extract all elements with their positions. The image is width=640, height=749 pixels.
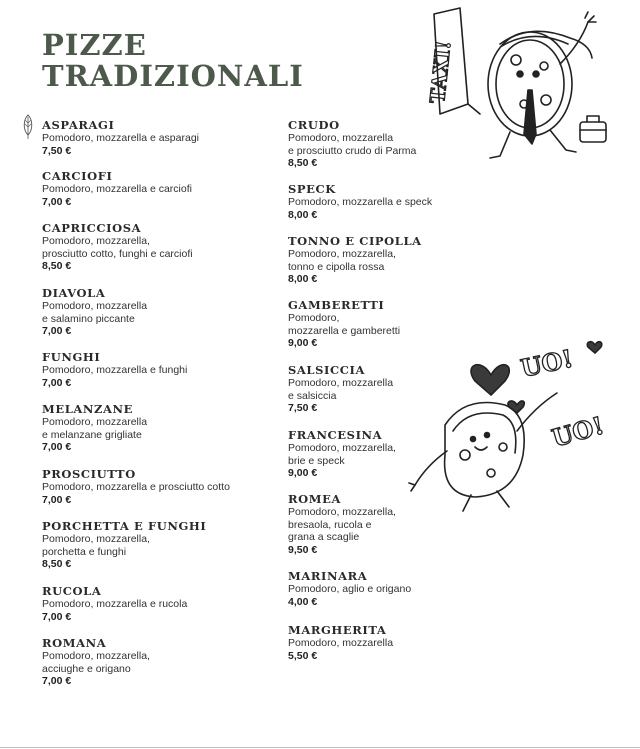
item-description: Pomodoro, mozzarella, porchetta e funghi	[42, 533, 150, 558]
item-description: Pomodoro, mozzarella e asparagi	[42, 132, 199, 144]
leaf-icon	[22, 114, 34, 140]
item-price: 7,00 €	[42, 675, 72, 687]
item-name: PORCHETTA E FUNGHI	[42, 519, 207, 533]
item-description: Pomodoro, mozzarella e prosciutto crudo di Parma	[288, 132, 417, 157]
taxi-sign-text: TAXI!	[425, 39, 456, 105]
menu-item	[288, 569, 411, 609]
menu-item	[288, 623, 393, 663]
item-name: ASPARAGI	[42, 118, 115, 132]
menu-item	[288, 428, 396, 480]
item-name: MARGHERITA	[288, 623, 387, 637]
item-description: Pomodoro, mozzarella e salamino piccante	[42, 300, 148, 325]
item-price: 7,00 €	[42, 493, 72, 506]
menu-item	[288, 492, 396, 557]
item-price: 9,50 €	[288, 543, 318, 556]
menu-item	[42, 636, 150, 688]
item-name: GAMBERETTI	[288, 298, 385, 312]
item-description: Pomodoro, mozzarella e prosciutto cotto	[42, 481, 230, 493]
item-price: 9,00 €	[288, 467, 318, 479]
item-price: 7,00 €	[42, 441, 72, 453]
item-price: 7,50 €	[288, 402, 318, 414]
item-name: CARCIOFI	[42, 169, 113, 183]
item-description: Pomodoro, mozzarella	[288, 637, 394, 649]
menu-item	[42, 169, 192, 209]
exclamation-text-2: UO!	[548, 410, 607, 453]
item-name: FUNGHI	[42, 350, 101, 364]
bottom-divider	[0, 747, 640, 748]
item-description: Pomodoro, mozzarella, acciughe e origano	[42, 650, 150, 675]
menu-item	[42, 221, 193, 273]
item-name: PROSCIUTTO	[42, 467, 136, 481]
item-description: Pomodoro, mozzarella e melanzane grigliate	[42, 416, 148, 441]
item-price: 7,00 €	[42, 325, 72, 337]
item-name: DIAVOLA	[42, 286, 106, 300]
item-price: 4,00 €	[288, 595, 318, 608]
menu-item	[288, 118, 416, 170]
item-description: Pomodoro, mozzarella e rucola	[42, 598, 188, 610]
item-description: Pomodoro, mozzarella, brie e speck	[288, 442, 396, 467]
menu-item	[288, 182, 432, 222]
item-name: MARINARA	[288, 569, 368, 583]
item-description: Pomodoro, mozzarella e carciofi	[42, 183, 192, 195]
item-description: Pomodoro, mozzarella, tonno e cipolla rossa	[288, 248, 396, 273]
item-description: Pomodoro, aglio e origano	[288, 583, 412, 595]
item-price: 7,00 €	[42, 195, 72, 208]
item-price: 8,00 €	[288, 208, 318, 221]
page-title	[42, 30, 304, 92]
item-price: 8,50 €	[42, 260, 72, 272]
item-name: SPECK	[288, 182, 336, 196]
menu-item	[288, 363, 393, 415]
item-name: MELANZANE	[42, 402, 134, 416]
item-description: Pomodoro, mozzarella e speck	[288, 196, 433, 208]
item-name: CAPRICCIOSA	[42, 221, 142, 235]
item-price: 8,50 €	[42, 558, 72, 570]
item-name: TONNO E CIPOLLA	[288, 234, 422, 248]
menu-item	[288, 298, 400, 350]
item-price: 8,50 €	[288, 157, 318, 169]
menu-item	[42, 118, 199, 158]
item-price: 7,00 €	[42, 610, 72, 623]
item-name: ROMANA	[42, 636, 107, 650]
item-name: FRANCESINA	[288, 428, 383, 442]
menu-item	[42, 350, 187, 390]
item-description: Pomodoro, mozzarella e funghi	[42, 364, 188, 376]
item-description: Pomodoro, mozzarella, bresaola, rucola e grana a scaglie	[288, 506, 396, 543]
item-price: 8,00 €	[288, 273, 318, 285]
item-name: SALSICCIA	[288, 363, 366, 377]
item-description: Pomodoro, mozzarella e gamberetti	[288, 312, 401, 337]
menu-item	[288, 234, 422, 286]
menu-item	[42, 519, 206, 571]
title-line-2: TRADIZIONALI	[42, 59, 304, 93]
pizza-hearts-illustration	[405, 335, 625, 515]
menu-item	[42, 286, 147, 338]
exclamation-text-1: UO!	[518, 343, 576, 383]
item-name: RUCOLA	[42, 584, 102, 598]
item-name: CRUDO	[288, 118, 340, 132]
item-description: Pomodoro, mozzarella, prosciutto cotto, funghi e carciofi	[42, 235, 193, 260]
item-description: Pomodoro, mozzarella e salsiccia	[288, 377, 394, 402]
menu-item	[42, 402, 147, 454]
menu-item	[42, 467, 230, 507]
item-name: ROMEA	[288, 492, 341, 506]
title-line-1: PIZZE	[42, 28, 147, 62]
item-price: 7,50 €	[42, 144, 72, 157]
item-price: 7,00 €	[42, 376, 72, 389]
item-price: 9,00 €	[288, 337, 318, 349]
pizza-taxi-illustration	[420, 4, 620, 164]
menu-item	[42, 584, 187, 624]
item-price: 5,50 €	[288, 649, 318, 662]
